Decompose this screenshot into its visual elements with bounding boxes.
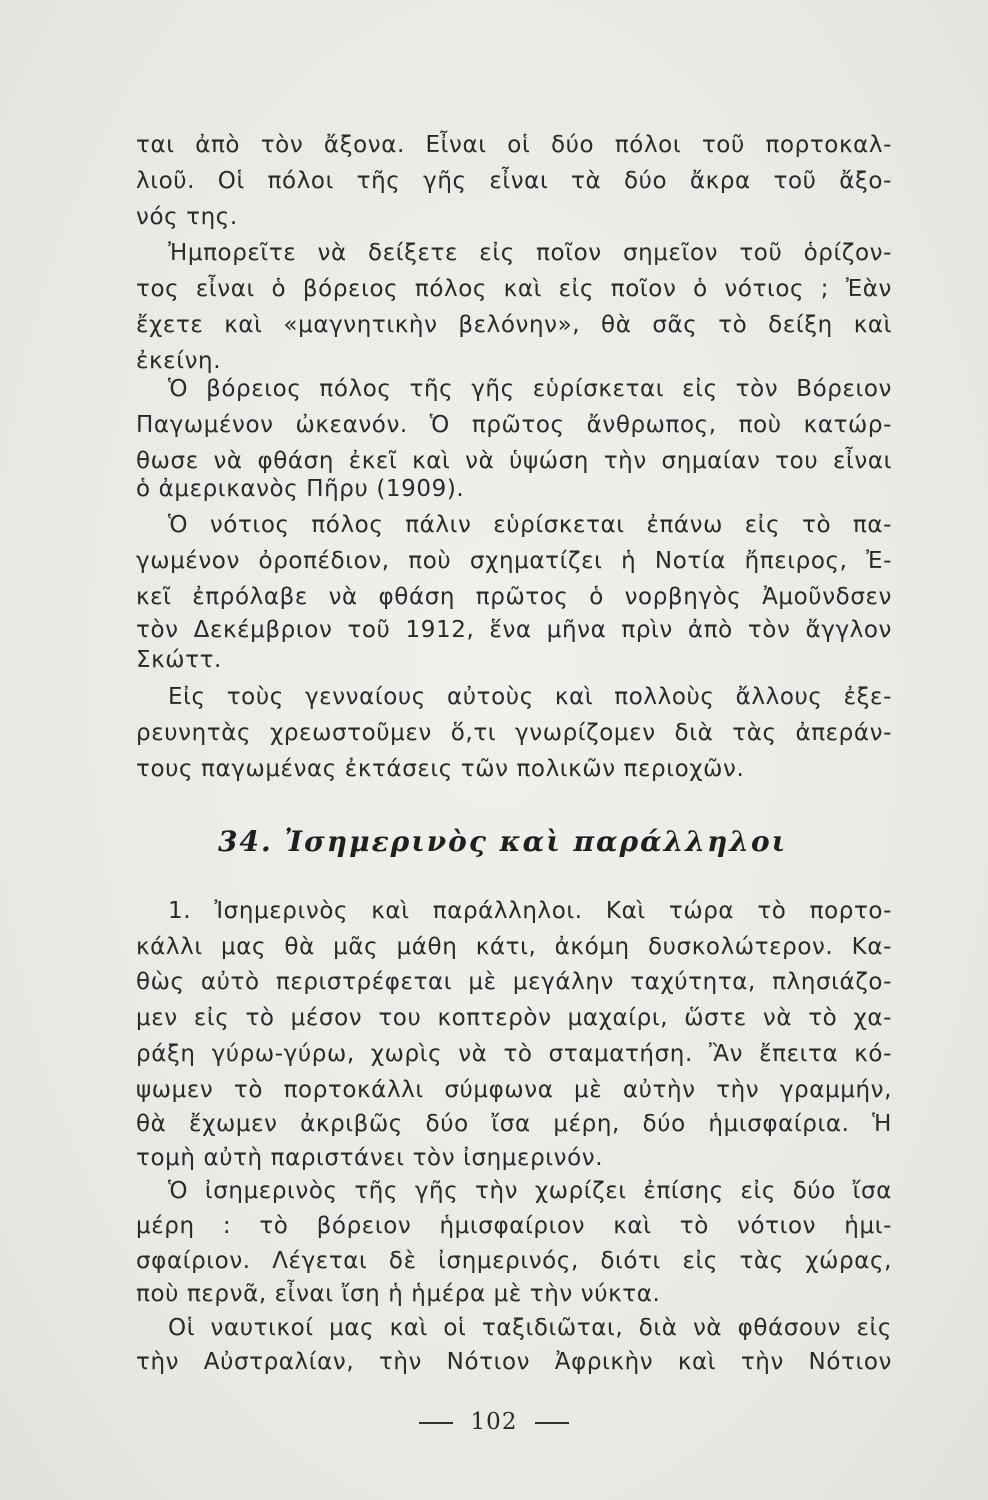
text-line: θὼς αὐτὸ περιστρέφεται μὲ μεγάλην ταχύτητα, πλησιάζο- xyxy=(136,969,892,995)
text-line: 1. Ἰσημερινὸς καὶ παράλληλοι. Καὶ τώρα τὸ πορτο- xyxy=(168,898,892,924)
text-line: τὸν Δεκέμβριον τοῦ 1912, ἕνα μῆνα πρὶν ἀπὸ τὸν ἄγγλον xyxy=(136,617,892,643)
text-line: μεν εἰς τὸ μέσον του κοπτερὸν μαχαίρι, ὥστε νὰ τὸ χα- xyxy=(136,1005,892,1031)
text-line: μέρη : τὸ βόρειον ἡμισφαίριον καὶ τὸ νότιον ἡμι- xyxy=(136,1213,892,1239)
text-line: κάλλι μας θὰ μᾶς μάθη κάτι, ἀκόμη δυσκολώτερον. Κα- xyxy=(136,934,892,960)
text-line: ράξη γύρω-γύρω, χωρὶς νὰ τὸ σταματήση. Ἂν ἔπειτα κό- xyxy=(136,1041,892,1067)
text-line: θὰ ἔχωμεν ἀκριβῶς δύο ἴσα μέρη, δύο ἡμισφαίρια. Ἡ xyxy=(136,1111,892,1137)
text-line: Οἱ ναυτικοί μας καὶ οἱ ταξιδιῶται, διὰ νὰ φθάσουν εἰς xyxy=(168,1315,892,1341)
text-line: ἐκείνη. xyxy=(136,348,222,374)
text-line: τος εἶναι ὁ βόρειος πόλος καὶ εἰς ποῖον ὁ νότιος ; Ἐὰν xyxy=(136,276,892,302)
text-line: τὴν Αὐστραλίαν, τὴν Νότιον Ἀφρικὴν καὶ τὴν Νότιον xyxy=(136,1349,892,1375)
text-line: ἔχετε καὶ «μαγνητικὴν βελόνην», θὰ σᾶς τὸ δείξη καὶ xyxy=(136,312,892,338)
text-line: Ἠμπορεῖτε νὰ δείξετε εἰς ποῖον σημεῖον τοῦ ὁρίζον- xyxy=(168,240,892,266)
text-line: σφαίριον. Λέγεται δὲ ἰσημερινός, διότι εἰς τὰς χώρας, xyxy=(136,1248,892,1274)
text-line: τομὴ αὐτὴ παριστάνει τὸν ἰσημερινόν. xyxy=(136,1145,604,1171)
page-number xyxy=(0,1402,988,1442)
text-line: ποὺ περνᾶ, εἶναι ἴση ἡ ἡμέρα μὲ τὴν νύκτα. xyxy=(136,1281,661,1307)
text-line: Παγωμένον ὠκεανόν. Ὁ πρῶτος ἄνθρωπος, ποὺ κατώρ- xyxy=(136,412,892,438)
text-line: ται ἀπὸ τὸν ἄξονα. Εἶναι οἱ δύο πόλοι τοῦ πορτοκαλ- xyxy=(136,132,892,158)
page-number-text: 102 xyxy=(470,1409,518,1435)
text-line: Ὁ ἰσημερινὸς τῆς γῆς τὴν χωρίζει ἐπίσης εἰς δύο ἴσα xyxy=(168,1178,892,1204)
text-line: Ὁ βόρειος πόλος τῆς γῆς εὑρίσκεται εἰς τὸν Βόρειον xyxy=(168,376,892,402)
dash-left xyxy=(419,1422,453,1424)
section-heading: 34. Ἰσημερινὸς καὶ παράλληλοι xyxy=(218,825,788,858)
text-line: τους παγωμένας ἐκτάσεις τῶν πολικῶν περιοχῶν. xyxy=(136,756,745,782)
text-line: ψωμεν τὸ πορτοκάλλι σύμφωνα μὲ αὐτὴν τὴν γραμμήν, xyxy=(136,1077,892,1103)
text-line: γωμένον ὀροπέδιον, ποὺ σχηματίζει ἡ Νοτία ἤπειρος, Ἐ- xyxy=(136,548,892,574)
text-line: θωσε νὰ φθάση ἐκεῖ καὶ νὰ ὑψώση τὴν σημαίαν του εἶναι xyxy=(136,448,892,474)
text-line: Ὁ νότιος πόλος πάλιν εὑρίσκεται ἐπάνω εἰς τὸ πα- xyxy=(168,512,892,538)
text-line: ὁ ἀμερικανὸς Πῆρυ (1909). xyxy=(136,476,465,502)
text-line: ρευνητὰς χρεωστοῦμεν ὅ,τι γνωρίζομεν διὰ τὰς ἀπεράν- xyxy=(136,720,892,746)
dash-right xyxy=(535,1422,569,1424)
text-line: Σκώττ. xyxy=(136,647,222,673)
text-line: νός της. xyxy=(136,204,238,230)
text-line: Εἰς τοὺς γενναίους αὐτοὺς καὶ πολλοὺς ἄλλους ἐξε- xyxy=(168,684,892,710)
text-line: λιοῦ. Οἱ πόλοι τῆς γῆς εἶναι τὰ δύο ἄκρα τοῦ ἄξο- xyxy=(136,168,892,194)
text-line: κεῖ ἐπρόλαβε νὰ φθάση πρῶτος ὁ νορβηγὸς Ἀμοῦνδσεν xyxy=(136,584,892,610)
